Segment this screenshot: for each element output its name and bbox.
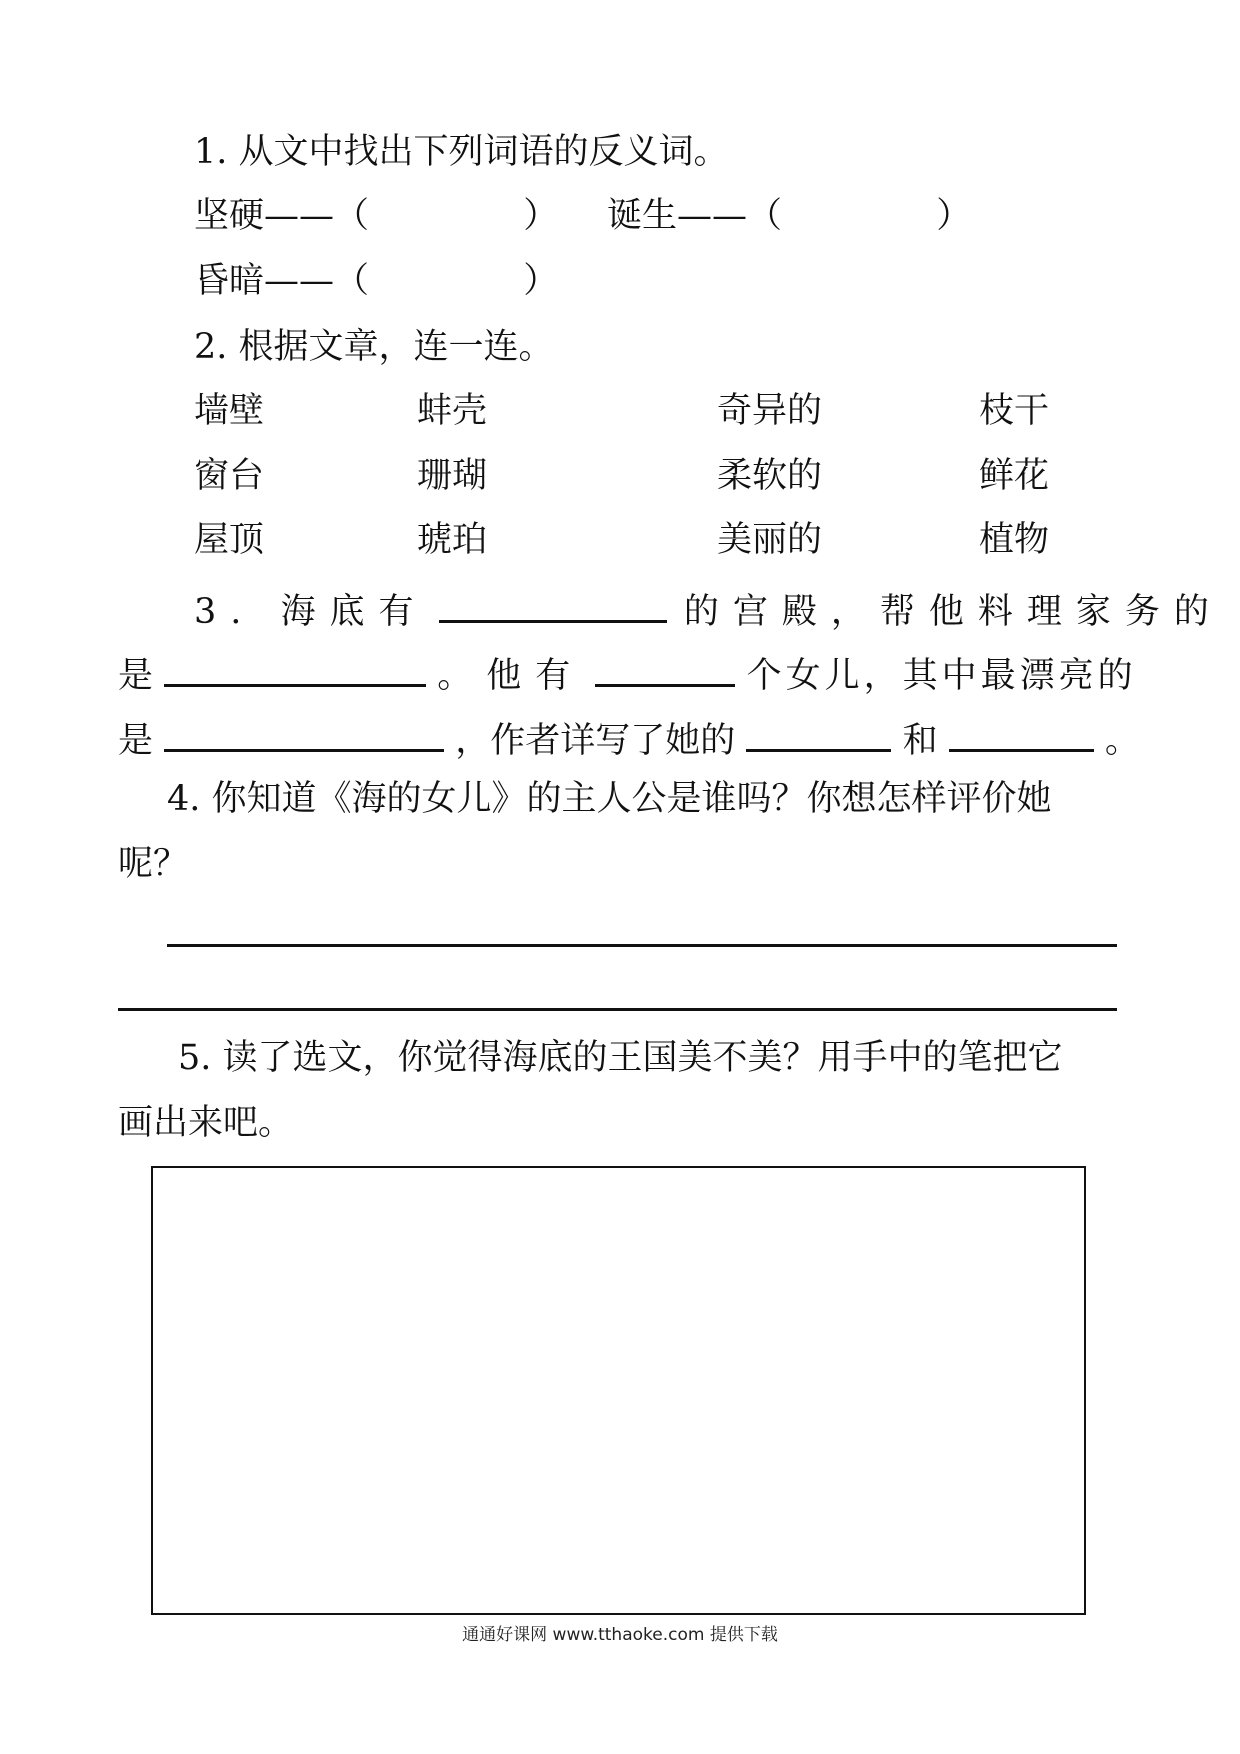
- q2-col2-item-1[interactable]: 蚌壳: [417, 391, 488, 431]
- q3-line-2: [118, 652, 1137, 694]
- q2-col3-item-3[interactable]: 美丽的: [717, 520, 823, 560]
- q3-text: ，作者详写了她的: [455, 721, 736, 761]
- q1-item-word: 诞生——（: [607, 196, 783, 236]
- q1-item-1: [194, 196, 559, 236]
- q4-answer-line-2[interactable]: [118, 1008, 1117, 1011]
- q3-text: 和: [902, 721, 938, 761]
- q3-text: 。: [1104, 721, 1140, 761]
- q2-col3-item-1[interactable]: 奇异的: [717, 391, 823, 431]
- q3-blank-prettiest[interactable]: [164, 717, 444, 752]
- q1-item-3: [194, 261, 559, 301]
- q3-text: 是: [118, 721, 154, 761]
- q1-item-word: 坚硬——（: [194, 196, 370, 236]
- q3-text: 是: [118, 656, 154, 696]
- q2-col4-item-1[interactable]: 枝干: [979, 391, 1050, 431]
- q3-blank-detail-2[interactable]: [949, 717, 1094, 752]
- q1-item-word: 昏暗——（: [194, 261, 370, 301]
- q3-blank-housekeeper[interactable]: [164, 652, 426, 687]
- q2-col2-item-2[interactable]: 珊瑚: [417, 456, 488, 496]
- q2-col1-item-1[interactable]: 墙壁: [194, 391, 265, 431]
- q3-text: 。他有: [437, 656, 585, 696]
- q3-line-1: [194, 588, 1223, 630]
- q2-title: 2. 根据文章，连一连。: [194, 327, 554, 367]
- drawing-box[interactable]: [151, 1166, 1086, 1615]
- q4-answer-line-1[interactable]: [167, 944, 1117, 947]
- q2-col2-item-3[interactable]: 琥珀: [417, 520, 488, 560]
- q2-col1-item-2[interactable]: 窗台: [194, 456, 265, 496]
- q4-line-1: 4. 你知道《海的女儿》的主人公是谁吗？你想怎样评价她: [167, 779, 1052, 819]
- q2-col4-item-2[interactable]: 鲜花: [979, 456, 1050, 496]
- q2-col1-item-3[interactable]: 屋顶: [194, 520, 265, 560]
- q3-blank-detail-1[interactable]: [746, 717, 891, 752]
- q3-blank-palace[interactable]: [439, 588, 667, 623]
- q3-text: 个女儿，其中最漂亮的: [746, 656, 1137, 696]
- q2-col3-item-2[interactable]: 柔软的: [717, 456, 823, 496]
- q1-title: 1. 从文中找出下列词语的反义词。: [194, 132, 729, 172]
- q3-line-3: [118, 717, 1140, 759]
- q1-item-close: ）: [523, 196, 559, 236]
- q3-text: 的宫殿，帮他料理家务的: [683, 592, 1223, 632]
- q5-line-1: 5. 读了选文，你觉得海底的王国美不美？用手中的笔把它: [178, 1038, 1063, 1078]
- q2-col4-item-3[interactable]: 植物: [979, 520, 1050, 560]
- q3-text: 3. 海底有: [194, 592, 428, 632]
- q1-item-close: ）: [523, 261, 559, 301]
- footer-source: 通通好课网 www.tthaoke.com 提供下载: [462, 1625, 778, 1645]
- q3-blank-daughter-count[interactable]: [595, 652, 735, 687]
- q1-item-2: [607, 196, 972, 236]
- q4-line-2: 呢？: [118, 844, 189, 884]
- q5-line-2: 画出来吧。: [118, 1103, 294, 1143]
- q1-item-close: ）: [936, 196, 972, 236]
